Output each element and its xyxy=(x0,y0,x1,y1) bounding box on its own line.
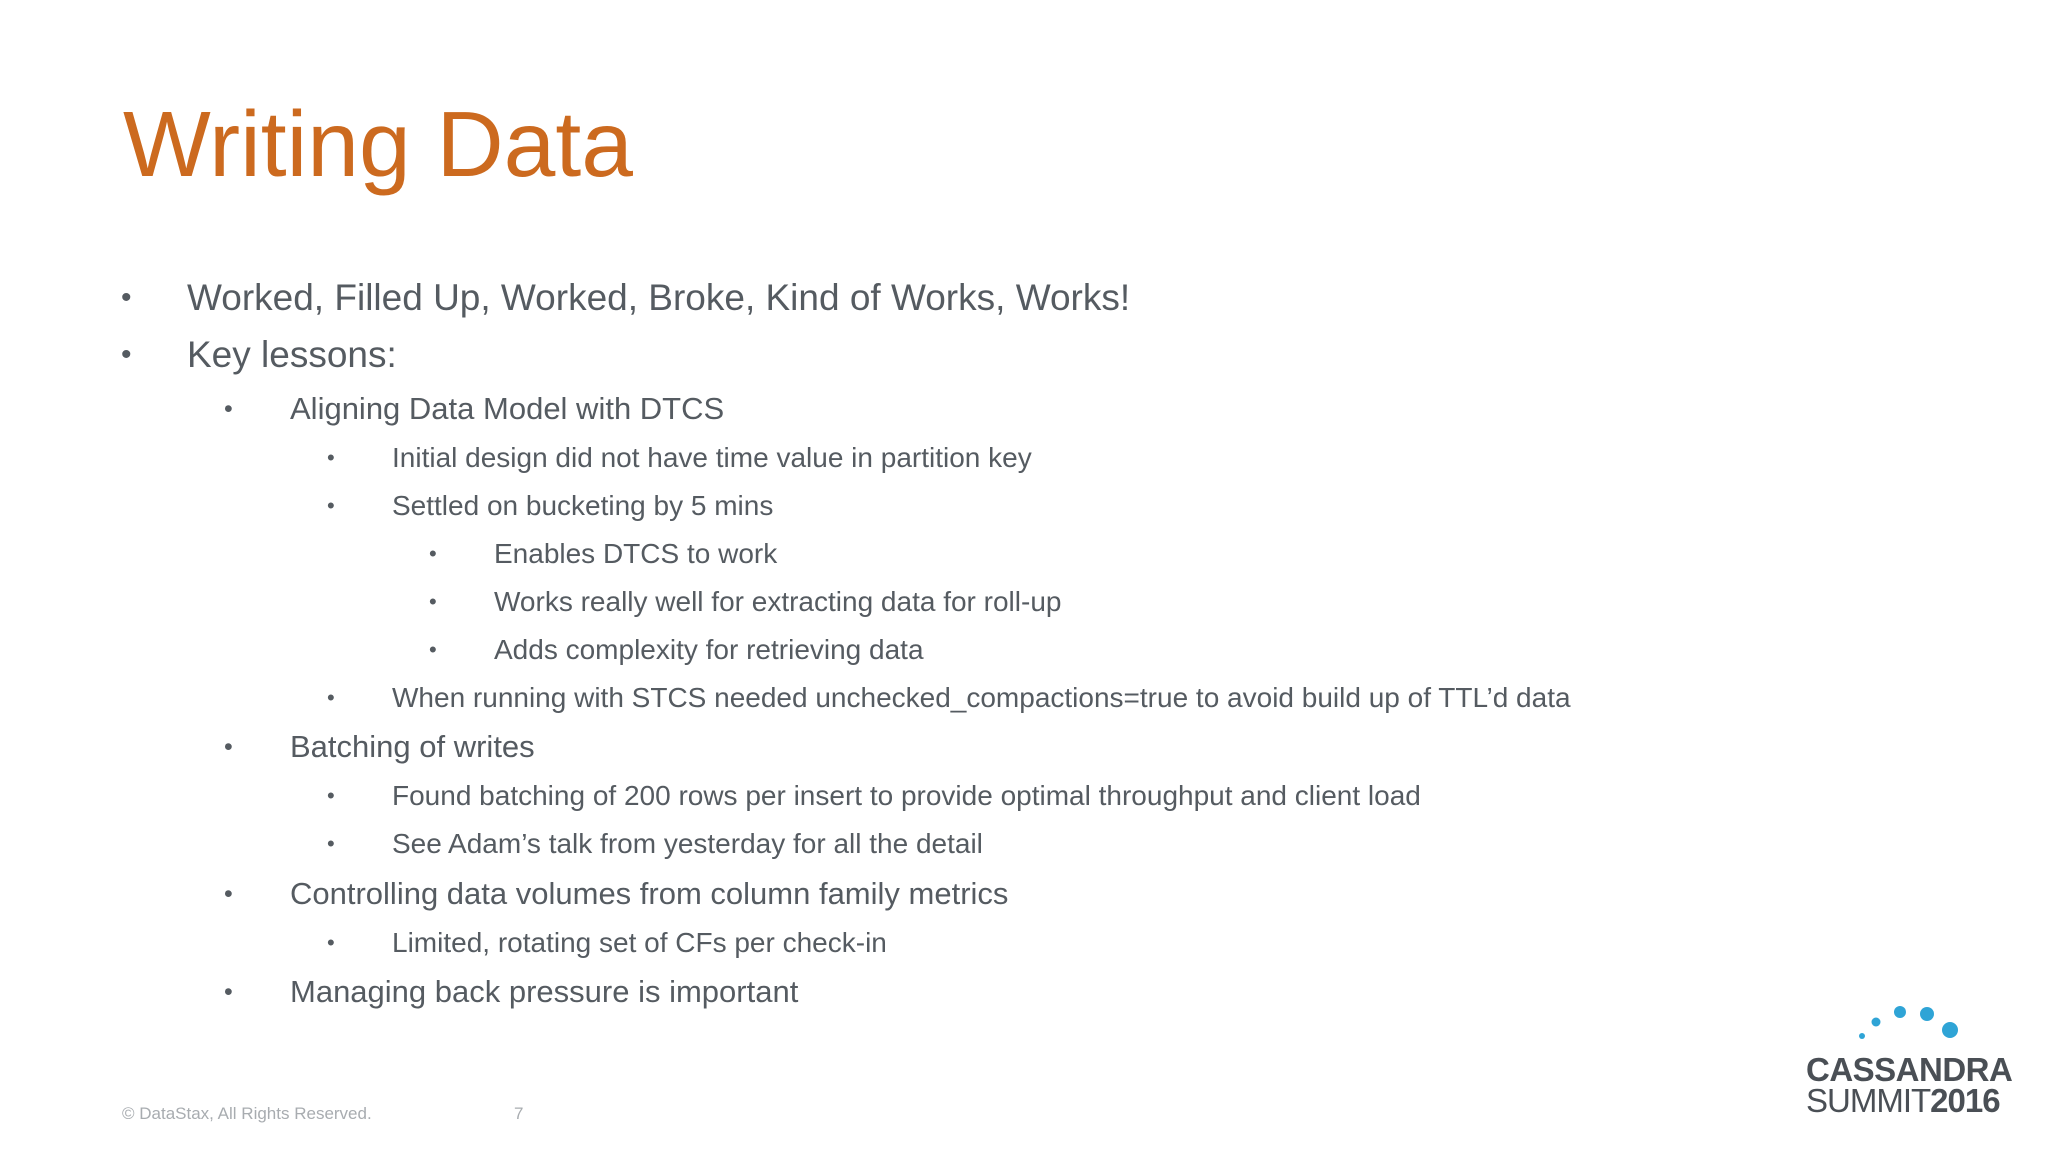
bullet-dot: • xyxy=(121,281,132,314)
logo-dot xyxy=(1920,1007,1934,1021)
bullet-dot: • xyxy=(429,589,437,614)
logo-dot xyxy=(1942,1022,1958,1038)
bullet-text: Controlling data volumes from column family metrics xyxy=(290,876,1009,911)
bullet-text: Batching of writes xyxy=(290,729,535,764)
logo-dot xyxy=(1894,1006,1906,1018)
bullet-text: Found batching of 200 rows per insert to provide optimal throughput and client load xyxy=(392,780,1421,811)
bullet-dot: • xyxy=(327,445,335,470)
bullet-dot: • xyxy=(224,880,233,908)
bullet-dot: • xyxy=(224,733,233,761)
bullet-dot: • xyxy=(327,685,335,710)
logo-dot xyxy=(1872,1018,1881,1027)
bullet-dot: • xyxy=(327,783,335,808)
bullet-dot: • xyxy=(224,978,233,1006)
bullet-text: Aligning Data Model with DTCS xyxy=(290,391,725,426)
bullet-text: Enables DTCS to work xyxy=(494,538,778,569)
bullet-text: Managing back pressure is important xyxy=(290,974,799,1009)
bullet-text: Limited, rotating set of CFs per check-in xyxy=(392,927,887,958)
bullet-text: Works really well for extracting data for roll-up xyxy=(494,586,1062,617)
bullet-text: When running with STCS needed unchecked_compactions=true to avoid build up of TTL’d data xyxy=(392,682,1571,713)
bullet-text: Initial design did not have time value in partition key xyxy=(392,442,1032,473)
bullet-dot: • xyxy=(224,395,233,423)
logo-dots-icon xyxy=(1800,1000,2020,1050)
logo-summit-word: SUMMIT xyxy=(1806,1082,1931,1119)
bullet-text: Key lessons: xyxy=(187,334,397,375)
slide-title: Writing Data xyxy=(123,92,633,196)
footer-copyright: © DataStax, All Rights Reserved. xyxy=(122,1104,372,1123)
bullet-text: See Adam’s talk from yesterday for all the detail xyxy=(392,828,983,859)
bullet-dot: • xyxy=(327,831,335,856)
logo-wordmark-summit xyxy=(1806,1084,2000,1118)
bullet-dot: • xyxy=(327,930,335,955)
logo-dot xyxy=(1859,1033,1865,1039)
bullet-text: Worked, Filled Up, Worked, Broke, Kind of Works, Works! xyxy=(187,277,1131,318)
logo-year: 2016 xyxy=(1930,1082,2000,1119)
cassandra-summit-logo xyxy=(1800,1000,2020,1120)
bullet-dot: • xyxy=(429,541,437,566)
logo-wordmark-cassandra: CASSANDRA xyxy=(1806,1051,2013,1088)
bullet-dot: • xyxy=(327,493,335,518)
bullet-text: Settled on bucketing by 5 mins xyxy=(392,490,774,521)
bullet-text: Adds complexity for retrieving data xyxy=(494,634,924,665)
bullet-dot: • xyxy=(429,637,437,662)
bullet-dot: • xyxy=(121,338,132,371)
page-number: 7 xyxy=(514,1104,524,1123)
